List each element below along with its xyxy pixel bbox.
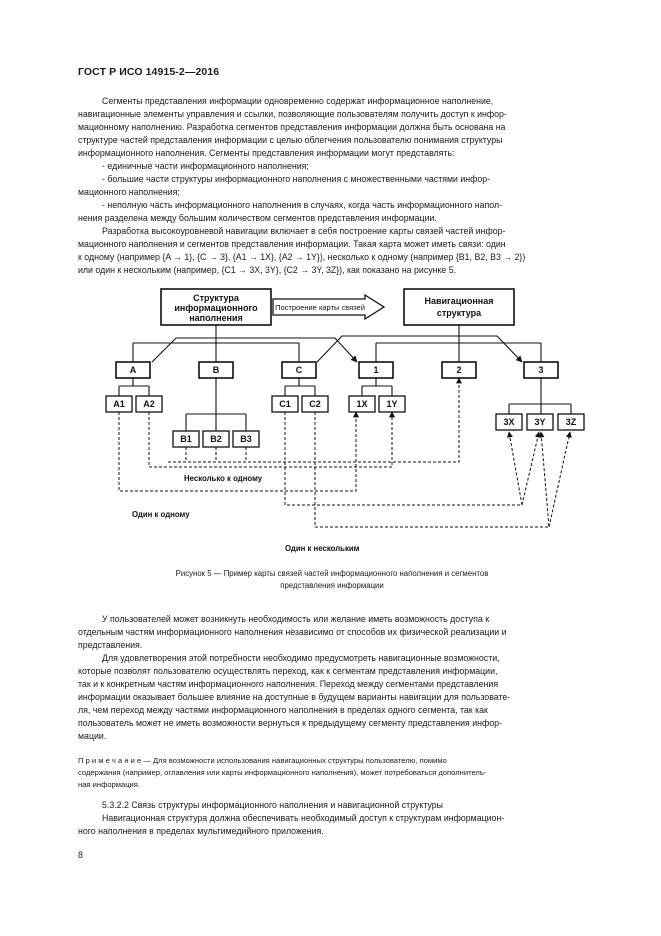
body-line: представления.	[78, 640, 143, 650]
node-3Y-label: 3Y	[534, 417, 546, 427]
label-many-to-one: Несколько к одному	[184, 474, 263, 483]
node-C1-label: C1	[279, 399, 291, 409]
body-line: мационного наполнения и сегментов представления информации. Такая карта может иметь связи: один	[78, 239, 506, 249]
document-header: ГОСТ Р ИСО 14915-2—2016	[78, 66, 220, 78]
node-3X-label: 3X	[503, 417, 515, 427]
node-A1-label: A1	[113, 399, 125, 409]
content-structure-label-3: наполнения	[189, 313, 243, 323]
node-1X-label: 1X	[356, 399, 368, 409]
figure-caption-line-2: представления информации	[280, 581, 384, 590]
nav-structure-label-2: структура	[436, 308, 482, 318]
note-prefix: П р и м е ч а н и е —	[78, 756, 151, 765]
body-line: Навигационная структура должна обеспечивать необходимый доступ к структурам информацион-	[102, 813, 505, 823]
list-item: - единичные части информационного наполнения;	[102, 161, 309, 171]
nav-structure-label-1: Навигационная	[424, 296, 494, 306]
node-C-label: C	[295, 365, 303, 375]
node-3-label: 3	[538, 365, 544, 375]
body-line: навигационные элементы управления и ссылки, позволяющие пользователям получить доступ к инфор-	[78, 109, 507, 119]
node-A-label: A	[129, 365, 137, 375]
body-line: отдельным частям информационного наполнения независимо от способов их физической реализации и	[78, 627, 507, 637]
body-line: структуре частей представления информации с целью облегчения пользователю понимания структуры	[78, 135, 503, 145]
body-line: Разработка высокоуровневой навигации включает в себя построение карты связей частей инфор-	[102, 226, 506, 236]
node-B1-label: B1	[180, 434, 192, 444]
label-one-to-one: Один к одному	[132, 510, 190, 519]
node-1-label: 1	[373, 365, 379, 375]
note-line-1	[78, 756, 447, 766]
list-item: - большие части структуры информационного наполнения с множественными частями инфор-	[102, 174, 491, 184]
content-structure-label-1: Структура	[193, 293, 239, 303]
node-A2-label: A2	[143, 399, 155, 409]
body-line: информации оказывает большее влияние на доступные в будущем варианты навигации для пользовате-	[78, 692, 511, 702]
body-line: так и к конкретным частям информационного наполнения. Переход между сегментами представления	[78, 679, 499, 689]
node-2-label: 2	[456, 365, 462, 375]
page-number: 8	[78, 850, 83, 860]
body-line: мационному наполнению. Разработка сегментов представления информации должна быть основана на	[78, 122, 506, 132]
body-line: к одному (например {A → 1}, {C → 3}, {A1 → 1X}, {A2 → 1Y}), несколько к одному (например {B1, B2, B3 → 2})	[78, 252, 526, 262]
label-one-to-many: Один к нескольким	[285, 544, 360, 553]
node-C2-label: C2	[309, 399, 321, 409]
section-heading: 5.3.2.2 Связь структуры информационного наполнения и навигационной структуры	[102, 800, 443, 810]
body-line: мации.	[78, 731, 107, 741]
body-line: пользователь может не иметь возможности вернуться к предыдущему сегменту представления инфор-	[78, 718, 502, 728]
body-line: информационного наполнения. Сегменты представления информации могут представлять:	[78, 148, 455, 158]
figure-caption-line-1: Рисунок 5 — Пример карты связей частей информационного наполнения и сегментов	[175, 569, 489, 578]
node-B-label: B	[212, 365, 220, 375]
note-line-2: содержания (например, оглавления или карты информационного наполнения), может потребоваться дополнитель-	[78, 768, 487, 777]
body-line: ного наполнения в пределах мультимедийного приложения.	[78, 826, 324, 836]
list-item: - неполную часть информационного наполнения в случаях, когда часть информационного напол-	[102, 200, 503, 210]
note-text: Для возможности использования навигационных структуры пользователю, помимо	[150, 756, 447, 765]
body-line: мационного наполнения;	[78, 187, 180, 197]
body-line: Для удовлетворения этой потребности необходимо предусмотреть навигационные возможности,	[102, 653, 500, 663]
node-B2-label: B2	[210, 434, 222, 444]
content-structure-label-2: информационного	[174, 303, 258, 313]
nav-structure-box	[404, 289, 514, 325]
body-line: нения разделена между большим количеством сегментов представления информации.	[78, 213, 437, 223]
body-line: У пользователей может возникнуть необходимость или желание иметь возможность доступа к	[102, 614, 490, 624]
node-B3-label: B3	[240, 434, 252, 444]
body-line: ля, чем переход между частями информационного наполнения в пределах одного сегмента, так как	[78, 705, 488, 715]
arrow-label: Построение карты связей	[275, 303, 365, 312]
node-1Y-label: 1Y	[386, 399, 398, 409]
node-3Z-label: 3Z	[565, 417, 577, 427]
body-line: или один к нескольким (например, {C1 → 3X, 3Y}, {C2 → 3Y, 3Z}), как показано на рисунке 5.	[78, 265, 457, 275]
body-line: которые позволят пользователю осуществлять переход, как к сегментам представления информации,	[78, 666, 498, 676]
note-line-3: ная информация.	[78, 780, 141, 789]
body-line: Сегменты представления информации одновременно содержат информационное наполнение,	[102, 96, 494, 106]
